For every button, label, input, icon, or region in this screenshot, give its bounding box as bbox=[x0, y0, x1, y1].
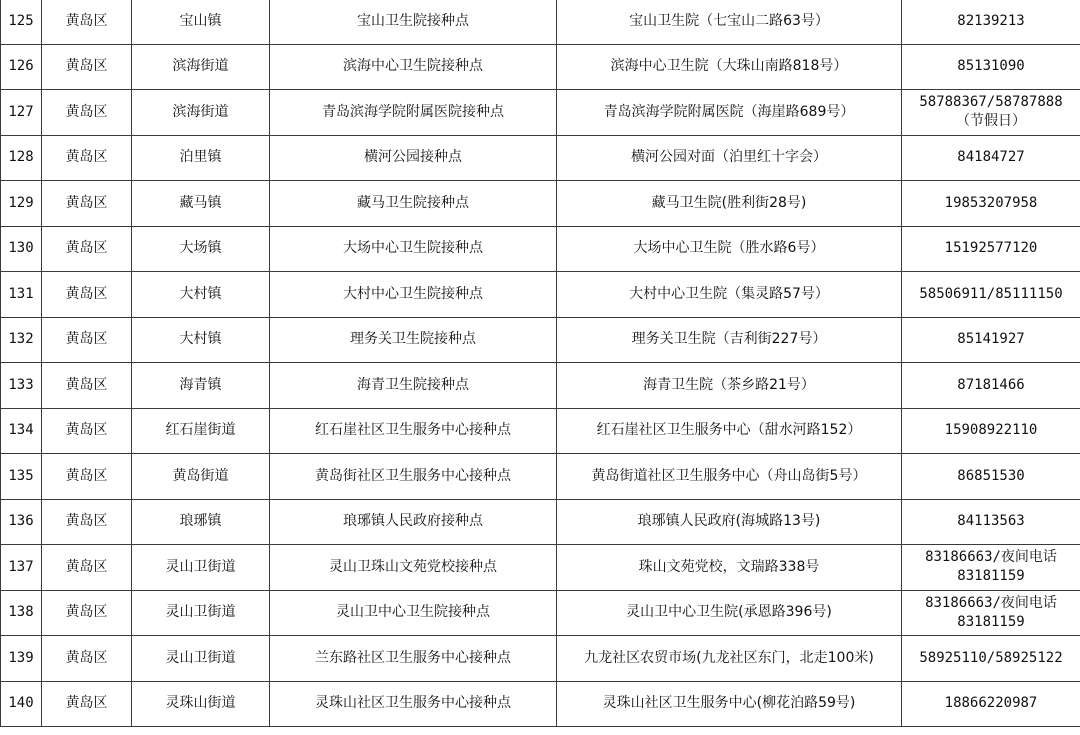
table-row bbox=[1, 44, 1080, 90]
phone-cell bbox=[902, 317, 1080, 363]
phone-line: 15192577120 bbox=[944, 240, 1038, 257]
address-cell: 大村中心卫生院（集灵路57号） bbox=[557, 272, 902, 318]
table-row bbox=[1, 408, 1080, 454]
table-row bbox=[1, 590, 1080, 636]
vaccination-site-cell: 横河公园接种点 bbox=[270, 135, 557, 181]
row-number-cell: 134 bbox=[1, 408, 42, 454]
vaccination-site-cell: 琅琊镇人民政府接种点 bbox=[270, 499, 557, 545]
row-number-cell: 130 bbox=[1, 226, 42, 272]
table-row bbox=[1, 272, 1080, 318]
row-number-cell: 133 bbox=[1, 363, 42, 409]
phone-cell bbox=[902, 226, 1080, 272]
phone-line: 84113563 bbox=[957, 513, 1025, 530]
row-number-cell: 125 bbox=[1, 0, 42, 44]
vaccination-site-cell: 黄岛街社区卫生服务中心接种点 bbox=[270, 454, 557, 500]
table-row bbox=[1, 0, 1080, 44]
town-cell: 琅琊镇 bbox=[132, 499, 270, 545]
district-cell: 黄岛区 bbox=[42, 181, 132, 227]
phone-line: 84184727 bbox=[957, 149, 1025, 166]
town-cell: 灵山卫街道 bbox=[132, 590, 270, 636]
table-row bbox=[1, 90, 1080, 136]
address-cell: 灵山卫中心卫生院(承恩路396号) bbox=[557, 590, 902, 636]
row-number-cell: 137 bbox=[1, 545, 42, 591]
town-cell: 红石崖街道 bbox=[132, 408, 270, 454]
table-row bbox=[1, 545, 1080, 591]
address-cell: 宝山卫生院（七宝山二路63号） bbox=[557, 0, 902, 44]
address-cell: 大场中心卫生院（胜水路6号） bbox=[557, 226, 902, 272]
vaccination-site-cell: 兰东路社区卫生服务中心接种点 bbox=[270, 636, 557, 682]
phone-cell bbox=[902, 90, 1080, 136]
district-cell: 黄岛区 bbox=[42, 90, 132, 136]
phone-cell bbox=[902, 454, 1080, 500]
address-cell: 琅琊镇人民政府(海城路13号) bbox=[557, 499, 902, 545]
row-number-cell: 126 bbox=[1, 44, 42, 90]
district-cell: 黄岛区 bbox=[42, 317, 132, 363]
phone-cell bbox=[902, 681, 1080, 727]
town-cell: 海青镇 bbox=[132, 363, 270, 409]
town-cell: 滨海街道 bbox=[132, 44, 270, 90]
table-row bbox=[1, 363, 1080, 409]
district-cell: 黄岛区 bbox=[42, 590, 132, 636]
table-row bbox=[1, 499, 1080, 545]
address-cell: 滨海中心卫生院（大珠山南路818号） bbox=[557, 44, 902, 90]
row-number-cell: 127 bbox=[1, 90, 42, 136]
phone-line: 58788367/58787888 bbox=[919, 94, 1063, 111]
table-row bbox=[1, 454, 1080, 500]
row-number-cell: 129 bbox=[1, 181, 42, 227]
row-number-cell: 138 bbox=[1, 590, 42, 636]
address-cell: 理务关卫生院（吉利街227号） bbox=[557, 317, 902, 363]
phone-line: 83186663/夜间电话 bbox=[925, 594, 1057, 611]
town-cell: 黄岛街道 bbox=[132, 454, 270, 500]
phone-cell bbox=[902, 363, 1080, 409]
table-body bbox=[1, 0, 1080, 727]
district-cell: 黄岛区 bbox=[42, 636, 132, 682]
vaccination-site-cell: 藏马卫生院接种点 bbox=[270, 181, 557, 227]
address-cell: 红石崖社区卫生服务中心（甜水河路152） bbox=[557, 408, 902, 454]
phone-line: 83186663/夜间电话 bbox=[925, 549, 1057, 566]
vaccination-site-cell: 大场中心卫生院接种点 bbox=[270, 226, 557, 272]
phone-line: 19853207958 bbox=[944, 194, 1038, 211]
vaccination-site-cell: 灵珠山社区卫生服务中心接种点 bbox=[270, 681, 557, 727]
vaccination-site-cell: 宝山卫生院接种点 bbox=[270, 0, 557, 44]
table-row bbox=[1, 226, 1080, 272]
district-cell: 黄岛区 bbox=[42, 454, 132, 500]
address-cell: 黄岛街道社区卫生服务中心（舟山岛街5号） bbox=[557, 454, 902, 500]
phone-cell bbox=[902, 590, 1080, 636]
phone-cell bbox=[902, 0, 1080, 44]
town-cell: 滨海街道 bbox=[132, 90, 270, 136]
phone-line: 18866220987 bbox=[944, 695, 1038, 712]
row-number-cell: 128 bbox=[1, 135, 42, 181]
row-number-cell: 139 bbox=[1, 636, 42, 682]
town-cell: 灵珠山街道 bbox=[132, 681, 270, 727]
phone-line: 85131090 bbox=[957, 58, 1025, 75]
phone-line: 87181466 bbox=[957, 376, 1025, 393]
address-cell: 横河公园对面（泊里红十字会） bbox=[557, 135, 902, 181]
row-number-cell: 131 bbox=[1, 272, 42, 318]
phone-cell bbox=[902, 545, 1080, 591]
vaccination-site-cell: 大村中心卫生院接种点 bbox=[270, 272, 557, 318]
town-cell: 大场镇 bbox=[132, 226, 270, 272]
row-number-cell: 135 bbox=[1, 454, 42, 500]
district-cell: 黄岛区 bbox=[42, 135, 132, 181]
vaccination-site-cell: 青岛滨海学院附属医院接种点 bbox=[270, 90, 557, 136]
district-cell: 黄岛区 bbox=[42, 545, 132, 591]
town-cell: 灵山卫街道 bbox=[132, 545, 270, 591]
address-cell: 九龙社区农贸市场(九龙社区东门，北走100米) bbox=[557, 636, 902, 682]
town-cell: 藏马镇 bbox=[132, 181, 270, 227]
table-row bbox=[1, 181, 1080, 227]
district-cell: 黄岛区 bbox=[42, 44, 132, 90]
phone-line: 83181159 bbox=[957, 568, 1025, 585]
address-cell: 藏马卫生院(胜利街28号) bbox=[557, 181, 902, 227]
row-number-cell: 136 bbox=[1, 499, 42, 545]
phone-line: 58506911/85111150 bbox=[919, 285, 1063, 302]
district-cell: 黄岛区 bbox=[42, 681, 132, 727]
address-cell: 青岛滨海学院附属医院（海崖路689号） bbox=[557, 90, 902, 136]
vaccination-site-cell: 红石崖社区卫生服务中心接种点 bbox=[270, 408, 557, 454]
phone-cell bbox=[902, 408, 1080, 454]
vaccination-site-cell: 理务关卫生院接种点 bbox=[270, 317, 557, 363]
town-cell: 泊里镇 bbox=[132, 135, 270, 181]
district-cell: 黄岛区 bbox=[42, 272, 132, 318]
address-cell: 珠山文苑党校，文瑞路338号 bbox=[557, 545, 902, 591]
district-cell: 黄岛区 bbox=[42, 0, 132, 44]
town-cell: 大村镇 bbox=[132, 272, 270, 318]
vaccination-site-cell: 滨海中心卫生院接种点 bbox=[270, 44, 557, 90]
phone-line: 85141927 bbox=[957, 331, 1025, 348]
phone-line: 86851530 bbox=[957, 467, 1025, 484]
vaccination-site-cell: 灵山卫珠山文苑党校接种点 bbox=[270, 545, 557, 591]
phone-cell bbox=[902, 499, 1080, 545]
phone-line: 58925110/58925122 bbox=[919, 649, 1063, 666]
district-cell: 黄岛区 bbox=[42, 408, 132, 454]
phone-cell bbox=[902, 44, 1080, 90]
table-row bbox=[1, 317, 1080, 363]
district-cell: 黄岛区 bbox=[42, 226, 132, 272]
vaccination-site-cell: 海青卫生院接种点 bbox=[270, 363, 557, 409]
address-cell: 灵珠山社区卫生服务中心(柳花泊路59号) bbox=[557, 681, 902, 727]
vaccination-site-cell: 灵山卫中心卫生院接种点 bbox=[270, 590, 557, 636]
district-cell: 黄岛区 bbox=[42, 363, 132, 409]
table-row bbox=[1, 681, 1080, 727]
phone-line: 83181159 bbox=[957, 613, 1025, 630]
phone-line: （节假日） bbox=[956, 113, 1026, 130]
phone-line: 82139213 bbox=[957, 12, 1025, 29]
town-cell: 宝山镇 bbox=[132, 0, 270, 44]
phone-cell bbox=[902, 636, 1080, 682]
row-number-cell: 140 bbox=[1, 681, 42, 727]
town-cell: 大村镇 bbox=[132, 317, 270, 363]
row-number-cell: 132 bbox=[1, 317, 42, 363]
address-cell: 海青卫生院（茶乡路21号） bbox=[557, 363, 902, 409]
table-row bbox=[1, 636, 1080, 682]
town-cell: 灵山卫街道 bbox=[132, 636, 270, 682]
phone-cell bbox=[902, 135, 1080, 181]
district-cell: 黄岛区 bbox=[42, 499, 132, 545]
phone-cell bbox=[902, 272, 1080, 318]
table-row bbox=[1, 135, 1080, 181]
phone-line: 15908922110 bbox=[944, 422, 1038, 439]
phone-cell bbox=[902, 181, 1080, 227]
